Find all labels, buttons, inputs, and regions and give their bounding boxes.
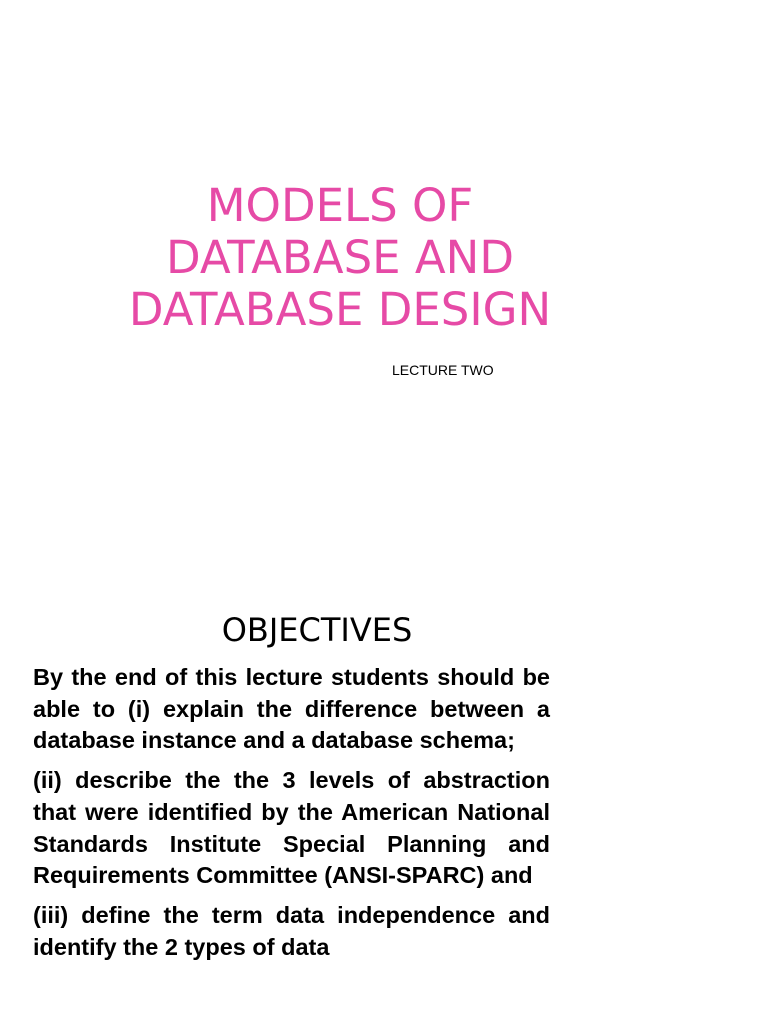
objective-paragraph: (ii) describe the the 3 levels of abstraction that were identified by the American National Standards Institute Special Planning and Requirements Committee (ANSI-SPARC) and <box>33 767 550 889</box>
objectives-heading: OBJECTIVES <box>221 611 413 649</box>
objective-paragraph: (iii) define the term data independence and identify the 2 types of data <box>33 901 550 960</box>
objectives-slide <box>0 560 768 1024</box>
slide-subtitle: LECTURE TWO <box>392 362 494 378</box>
title-line: DATABASE AND <box>166 231 514 284</box>
title-line: MODELS OF <box>206 179 474 232</box>
title-line: DATABASE DESIGN <box>128 283 552 336</box>
objective-paragraph: By the end of this lecture students should be able to (i) explain the difference between a database instance and a database schema; <box>33 664 550 754</box>
slide-title <box>60 180 620 336</box>
objectives-body <box>33 662 550 971</box>
